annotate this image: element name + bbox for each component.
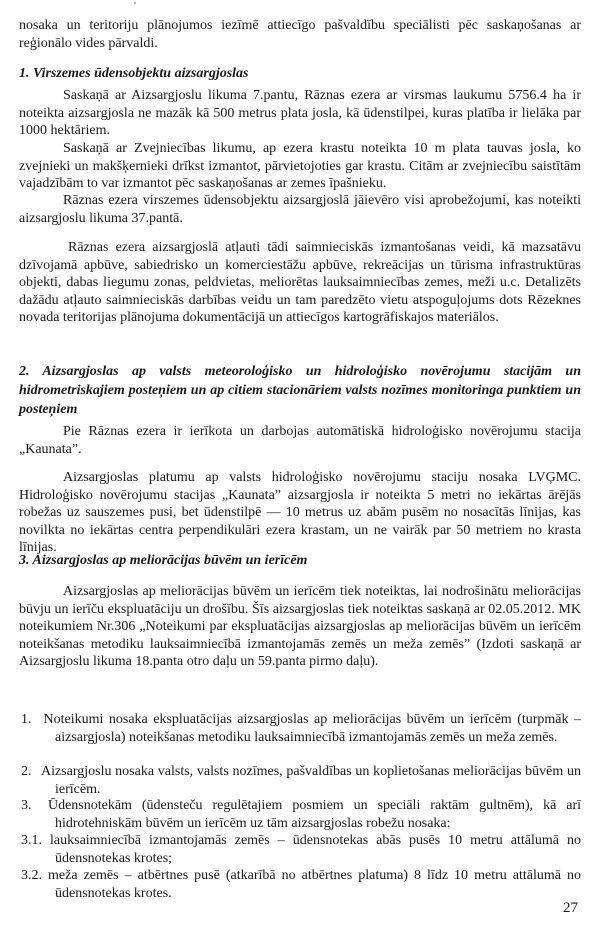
section-1-paragraph-2: Saskaņā ar Zvejniecības likumu, ap ezera krastu noteikta 10 m plata tauvas josla, ko zvejnieki un makšķernieki drīkst izmantot, pārvietojoties gar krastu. Citām ar zvejniecību saistītām vajadzībām to var izmantot pēc saskaņošanas ar zemes īpašnieku. — [19, 141, 581, 191]
intro-paragraph: nosaka un teritoriju plānojumos iezīmē attiecīgo pašvaldību speciālisti pēc saskaņošanas ar reģionālo vides pārvaldi. — [19, 18, 581, 51]
list-text: Aizsargjoslu nosaka valsts, valsts nozīmes, pašvaldības un koplietošanas meliorācijas būvēm un ierīcēm. — [40, 764, 581, 797]
list-number: 3.1. — [21, 833, 42, 848]
page-number: 27 — [563, 900, 578, 916]
section-1-paragraph-4: Rāznas ezera aizsargjoslā atļauti tādi saimnieciskās izmantošanas veidi, kā mazsatāvu dzīvojamā apbūve, sabiedrisko un komerciestāžu apbūve, rekreācijas un tūrisma infrastruktūras objekti, dabas liegumu zonas, peldvietas, meliorētas lauksaimniecības zemes, meži u.c. Detalizēts dažādu atļauto saimnieciskās darbības veidu un tam paredzēto vietu atspoguļojums dots Rēzeknes novada teritorijas plānojuma dokumentācijā un attiecīgos kartogrāfiskajos materiālos. — [19, 240, 581, 325]
scan-speck — [134, 2, 136, 4]
list-text: Ūdensnotekām (ūdensteču regulētajiem posmiem un speciāli raktām gultnēm), kā arī hidrotehniskām būvēm un ierīcēm uz tām aizsargjoslas robežu nosaka: — [47, 798, 582, 831]
section-1-paragraph-1: Saskaņā ar Aizsargjoslu likuma 7.pantu, Rāznas ezera ar virsmas laukumu 5756.4 ha ir noteikta aizsargjosla ne mazāk kā 500 metrus plata josla, kā ūdenstilpei, kuras platība ir lielāka par 1000 hektāriem. — [19, 88, 581, 138]
section-3-heading: 3. Aizsargjoslas ap meliorācijas būvēm un ierīcēm — [19, 553, 308, 568]
section-1-paragraph-3: Rāznas ezera virszemes ūdensobjektu aizsargjoslā jāievēro visi aprobežojumi, kas noteikti aizsargjoslu likuma 37.pantā. — [19, 193, 581, 226]
section-2-paragraph-1: Pie Rāznas ezera ir ierīkota un darbojas automātiskā hidroloģisko novērojumu stacija „Kaunata”. — [19, 424, 581, 457]
list-item: 1. Noteikumi nosaka ekspluatācijas aizsargjoslas ap meliorācijas būvēm un ierīcēm (turpmāk – aizsargjosla) noteikšanas metodiku lauksaimniecībā izmantojamās zemēs un meža zemēs. — [21, 712, 581, 745]
list-text: meža zemēs – atbērtnes pusē (atkarībā no atbērtnes platuma) 8 līdz 10 metru attālumā no ūdensnotekas krotes. — [48, 868, 581, 901]
section-3-paragraph: Aizsargjoslas ap meliorācijas būvēm un ierīcēm tiek noteiktas, lai nodrošinātu meliorācijas būvju un ierīču ekspluatāciju un drošību. Šīs aizsargjoslas tiek noteiktas saskaņā ar 02.05.2012. MK noteikumiem Nr.306 „Noteikumi par ekspluatācijas aizsargjoslas ap meliorācijas būvēm un ierīcēm noteikšanas metodiku lauksaimniecībā izmantojamās zemēs un meža zemēs” (Izdoti saskaņā ar Aizsargjoslu likuma 18.panta otro daļu un 59.panta pirmo daļu). — [19, 584, 581, 669]
list-item — [21, 867, 581, 902]
section-2-heading: 2. Aizsargjoslas ap valsts meteoroloģisko un hidroloģisko novērojumu stacijām un hidrometriskajiem posteņiem un ap citiem stacionāriem valsts nozīmes monitoringa punktiem un posteņiem — [19, 364, 581, 417]
list-text: lauksaimniecībā izmantojamās zemēs – ūdensnotekas abās pusēs 10 metru attālumā no ūdensnotekas krotes; — [50, 833, 582, 866]
list-item: 2. Aizsargjoslu nosaka valsts, valsts nozīmes, pašvaldības un koplietošanas meliorācijas būvēm un ierīcēm. — [21, 764, 581, 797]
list-item — [21, 832, 582, 867]
list-text: Noteikumi nosaka ekspluatācijas aizsargjoslas ap meliorācijas būvēm un ierīcēm (turpmāk – aizsargjosla) noteikšanas metodiku lauksaimniecībā izmantojamās zemēs un meža zemēs. — [43, 712, 581, 745]
section-1-heading: 1. Virszemes ūdensobjektu aizsargjoslas — [19, 66, 249, 81]
list-item: 3. Ūdensnotekām (ūdensteču regulētajiem posmiem un speciāli raktām gultnēm), kā arī hidrotehniskām būvēm un ierīcēm uz tām aizsargjoslas robežu nosaka: — [21, 798, 582, 831]
list-number: 3.2. — [21, 868, 42, 883]
section-2-paragraph-2: Aizsargjoslas platumu ap valsts hidroloģisko novērojumu staciju nosaka LVĢMC. Hidroloģisko novērojumu stacijas „Kaunata” aizsargjosla ir noteikta 5 metri no iekārtas ārējās robežas uz sauszemes pusi, bet ūdenstilpē — 10 metrus uz abām pusēm no nosacītās līnijas, kas novilkta no iekārtas centra perpendikulāri ezera krastam, un ne vairāk par 50 metriem no krasta līnijas. — [19, 470, 581, 555]
